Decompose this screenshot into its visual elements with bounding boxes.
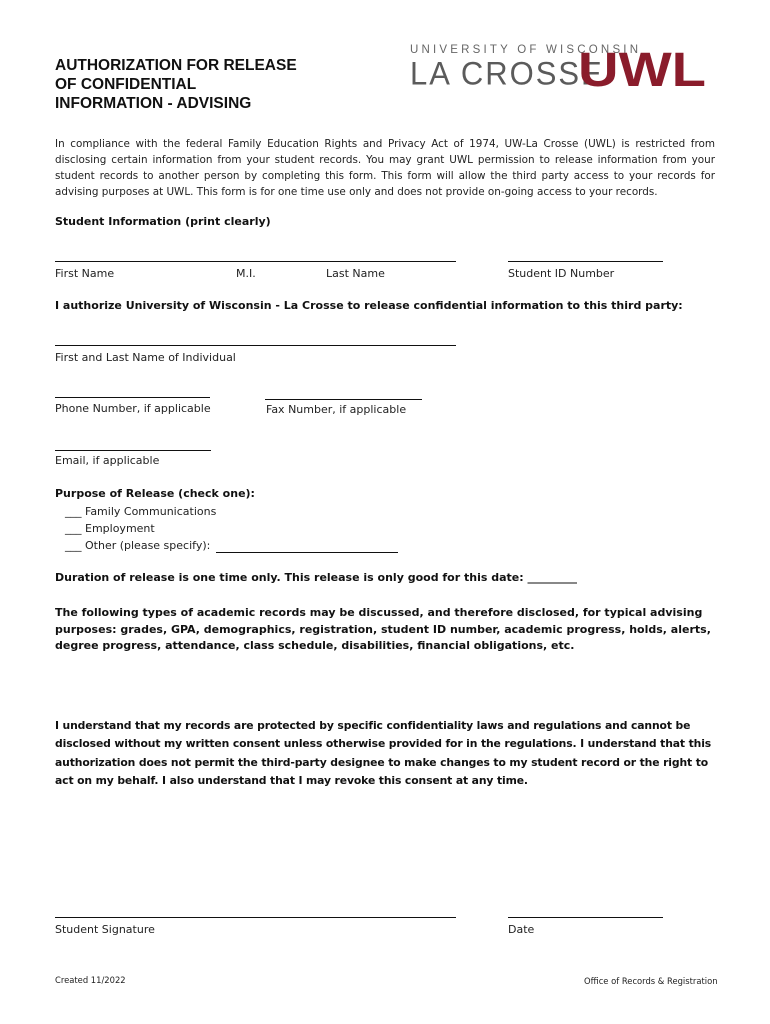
purpose-option-family[interactable]: ___ Family Communications [65,505,217,518]
email-line[interactable] [55,450,211,451]
authorize-heading: I authorize University of Wisconsin - La Crosse to release confidential information to this third party: [55,299,683,312]
purpose-option-employment[interactable]: ___ Employment [65,522,155,535]
first-name-label: First Name [55,267,115,280]
logo-university-text: UNIVERSITY OF WISCONSIN [410,44,642,56]
other-specify-line[interactable] [216,552,398,553]
student-signature-label: Student Signature [55,923,155,936]
individual-name-line[interactable] [55,345,456,346]
purpose-option-other[interactable]: ___ Other (please specify): [65,539,211,552]
purpose-heading: Purpose of Release (check one): [55,487,255,500]
form-title-line-2: OF CONFIDENTIAL [55,76,197,93]
date-label: Date [508,923,535,936]
email-label: Email, if applicable [55,454,160,467]
fax-label: Fax Number, if applicable [266,403,407,416]
date-line[interactable] [508,917,663,918]
student-name-line[interactable] [55,261,456,262]
consent-statement: I understand that my records are protected by specific confidentiality laws and regulations and cannot be disclosed without my written consent unless otherwise provided for in the regulations. I understand that this authorization does not permit the third-party designee to make changes to my student record or the right to act on my behalf. I also understand that I may revoke this consent at any time. [55,719,712,787]
mi-label: M.I. [236,267,256,280]
logo-lacrosse-text: LA CROSSE [410,55,604,92]
records-statement: The following types of academic records may be discussed, and therefore disclosed, for typical advising purposes: grades, GPA, demographics, registration, student ID number, academic progress, holds, alerts, degree progress, attendance, class schedule, disabilities, financial obligations, etc. [55,606,711,652]
form-title-line-3: INFORMATION - ADVISING [55,95,252,112]
uwl-logo-icon [578,46,712,90]
fax-line[interactable] [265,399,422,400]
student-info-heading: Student Information (print clearly) [55,215,271,228]
student-signature-line[interactable] [55,917,456,918]
form-title [55,56,355,113]
intro-paragraph: In compliance with the federal Family Education Rights and Privacy Act of 1974, UW-La Crosse (UWL) is restricted from disclosing certain information from your student records. You may grant UWL permission to release information from your student records to another person by completing this form. This form will allow the third party access to your records for advising purposes at UWL. This form is for one time use only and does not provide on-going access to your records. [55,138,715,198]
phone-label: Phone Number, if applicable [55,402,211,415]
individual-name-label: First and Last Name of Individual [55,351,236,364]
duration-statement: Duration of release is one time only. This release is only good for this date: _________ [55,571,577,584]
office-name: Office of Records & Registration [584,976,718,986]
student-id-label: Student ID Number [508,267,615,280]
student-id-line[interactable] [508,261,663,262]
last-name-label: Last Name [326,267,385,280]
created-date: Created 11/2022 [55,975,126,985]
form-title-line-1: AUTHORIZATION FOR RELEASE [55,57,297,74]
uwl-logo-mark: UWL [578,46,706,90]
phone-line[interactable] [55,397,210,398]
